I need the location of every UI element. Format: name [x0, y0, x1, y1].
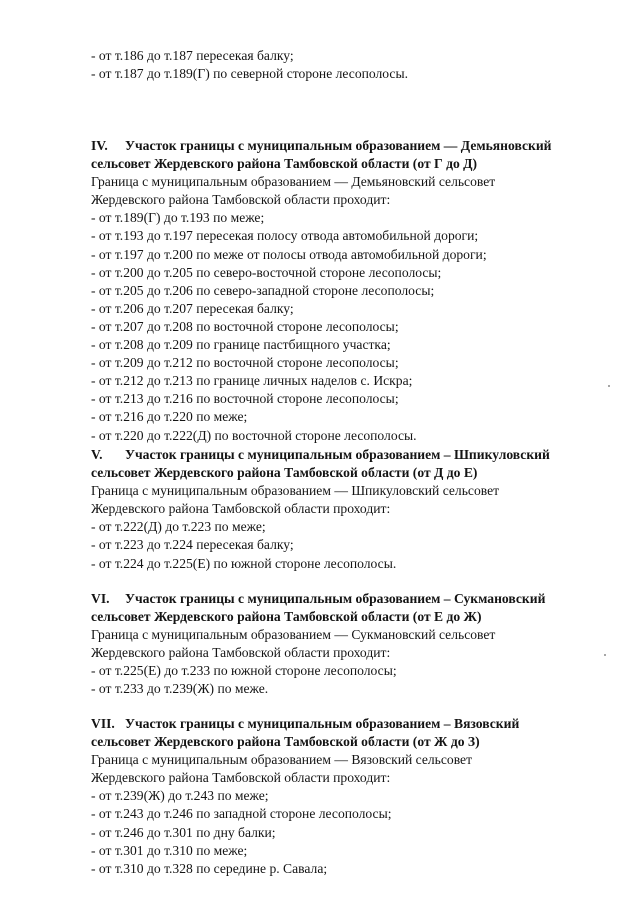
list-item: - от т.186 до т.187 пересекая балку; — [91, 48, 294, 63]
section-heading-continuation: сельсовет Жердевского района Тамбовской области (от Ж до З) — [91, 734, 480, 750]
list-item: - от т.205 до т.206 по северо-западной стороне лесополосы; — [91, 282, 435, 298]
section-intro: Граница с муниципальным образованием — Демьяновский сельсовет — [91, 174, 496, 190]
section-heading — [91, 137, 621, 155]
list-item: - от т.224 до т.225(Е) по южной стороне лесополосы. — [91, 555, 397, 571]
list-item: - от т.197 до т.200 по меже от полосы отвода автомобильной дороги; — [91, 246, 487, 262]
list-item: - от т.301 до т.310 по меже; — [91, 842, 248, 858]
section-intro-continuation: Жердевского района Тамбовской области проходит: — [91, 770, 391, 786]
list-item: - от т.207 до т.208 по восточной стороне лесополосы; — [91, 318, 399, 334]
list-item: - от т.216 до т.220 по меже; — [91, 409, 248, 425]
section-number: VI. — [91, 591, 110, 606]
section-iv — [91, 137, 621, 445]
section-intro: Граница с муниципальным образованием — Сукмановский сельсовет — [91, 627, 496, 643]
section-intro-continuation: Жердевского района Тамбовской области проходит: — [91, 192, 391, 208]
list-item: - от т.189(Г) до т.193 по меже; — [91, 210, 265, 226]
list-item: - от т.239(Ж) до т.243 по меже; — [91, 788, 269, 804]
section-heading — [91, 715, 621, 733]
scan-speck — [604, 654, 606, 656]
section-heading-text: Участок границы с муниципальным образованием – Сукмановский — [125, 591, 546, 606]
list-item: - от т.200 до т.205 по северо-восточной стороне лесополосы; — [91, 264, 442, 280]
section-intro: Граница с муниципальным образованием — Шпикуловский сельсовет — [91, 483, 500, 499]
list-item: - от т.193 до т.197 пересекая полосу отвода автомобильной дороги; — [91, 228, 479, 244]
list-item: - от т.209 до т.212 по восточной стороне лесополосы; — [91, 355, 399, 371]
list-item: - от т.213 до т.216 по восточной стороне лесополосы; — [91, 391, 399, 407]
list-item: - от т.206 до т.207 пересекая балку; — [91, 300, 294, 316]
list-item: - от т.212 до т.213 по границе личных наделов с. Искра; — [91, 373, 413, 389]
section-heading-text: Участок границы с муниципальным образованием – Шпикуловский — [125, 447, 550, 462]
section-v — [91, 446, 621, 573]
list-item: - от т.220 до т.222(Д) по восточной стороне лесополосы. — [91, 427, 417, 443]
list-item: - от т.222(Д) до т.223 по меже; — [91, 519, 266, 535]
list-item: - от т.225(Е) до т.233 по южной стороне лесополосы; — [91, 663, 397, 679]
list-item: - от т.208 до т.209 по границе пастбищного участка; — [91, 337, 391, 353]
list-item: - от т.246 до т.301 по дну балки; — [91, 824, 276, 840]
section-heading-text: Участок границы с муниципальным образованием — Демьяновский — [125, 138, 552, 153]
section-intro-continuation: Жердевского района Тамбовской области проходит: — [91, 645, 391, 661]
section-intro-continuation: Жердевского района Тамбовской области проходит: — [91, 501, 391, 517]
section-heading — [91, 446, 621, 464]
section-number: V. — [91, 447, 103, 462]
section-heading-continuation: сельсовет Жердевского района Тамбовской области (от Д до Е) — [91, 465, 478, 481]
list-item: - от т.187 до т.189(Г) по северной стороне лесополосы. — [91, 66, 408, 82]
section-heading-continuation: сельсовет Жердевского района Тамбовской области (от Е до Ж) — [91, 609, 482, 625]
continuation-list — [91, 47, 621, 83]
section-heading-continuation: сельсовет Жердевского района Тамбовской области (от Г до Д) — [91, 156, 478, 172]
section-vii — [91, 715, 621, 878]
section-number: IV. — [91, 138, 108, 153]
scan-speck — [608, 385, 610, 387]
section-vi — [91, 590, 621, 699]
list-item: - от т.243 до т.246 по западной стороне лесополосы; — [91, 806, 392, 822]
list-item: - от т.223 до т.224 пересекая балку; — [91, 537, 294, 553]
section-heading-text: Участок границы с муниципальным образованием – Вязовский — [125, 716, 520, 731]
section-intro: Граница с муниципальным образованием — Вязовский сельсовет — [91, 752, 473, 768]
section-number: VII. — [91, 716, 115, 731]
list-item: - от т.310 до т.328 по середине р. Савала; — [91, 860, 328, 876]
list-item: - от т.233 до т.239(Ж) по меже. — [91, 681, 269, 697]
section-heading — [91, 590, 621, 608]
